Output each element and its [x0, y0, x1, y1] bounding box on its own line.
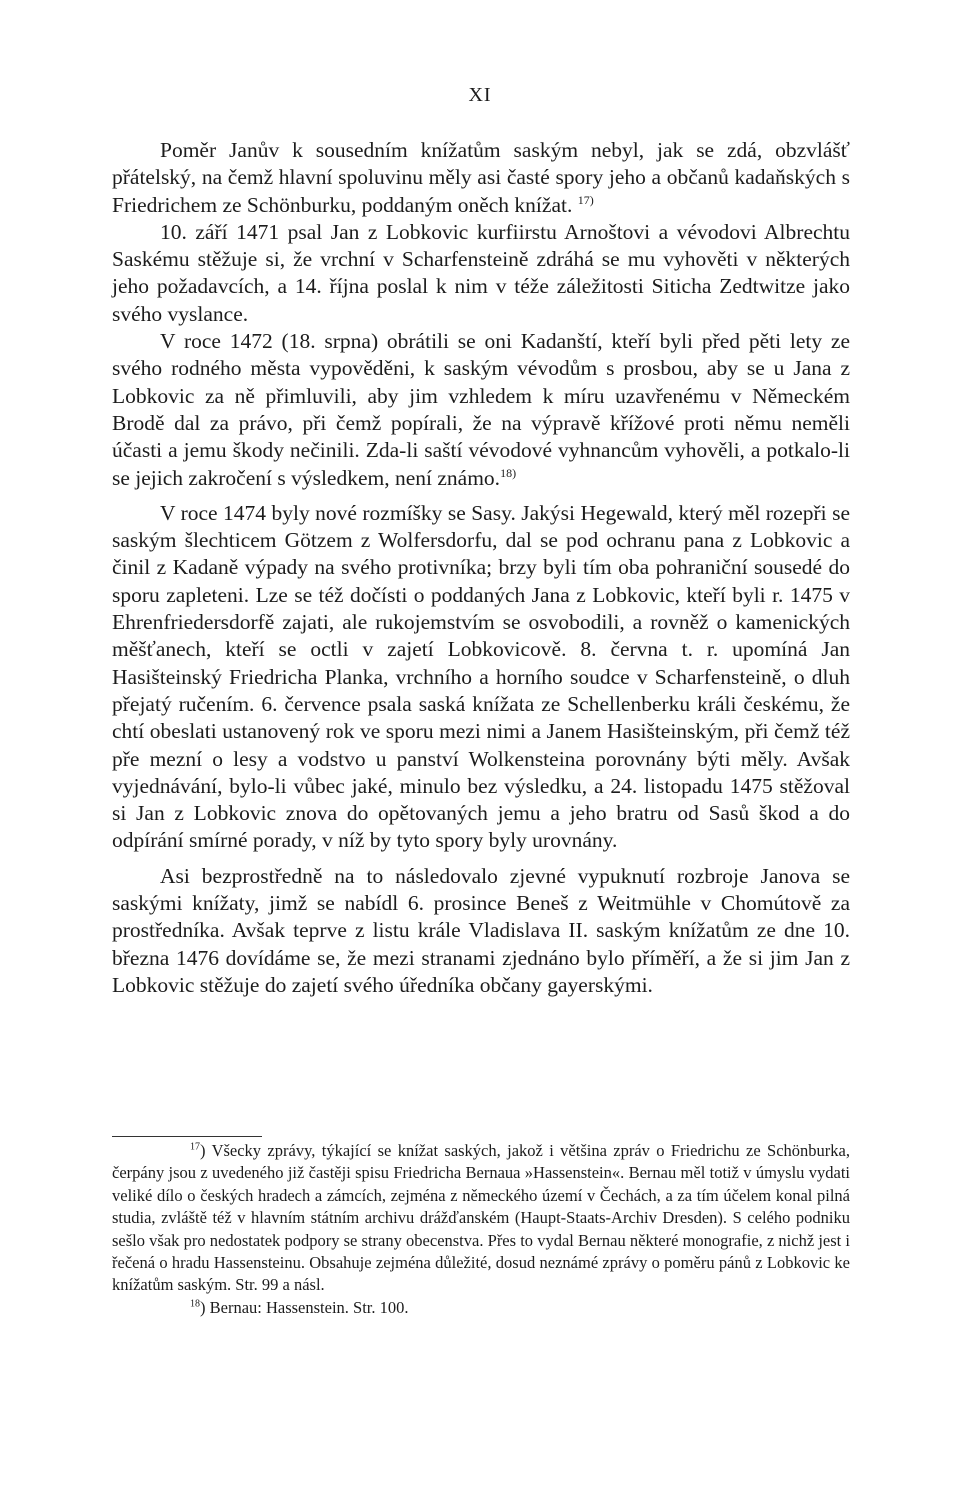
footnote-18: [112, 1297, 850, 1319]
paragraph-text: 10. září 1471 psal Jan z Lobkovic kurfiirstu Arnoštovi a vévodovi Albrechtu Saskému stěžuje si, že vrchní v Scharfensteině zdráhá se mu vyhověti v některých jeho požadavcích, a 14. října poslal k nim v téže záležitosti Siticha Zedtwitze jako svého vyslance.: [112, 219, 850, 326]
footnote-reference: 17): [577, 192, 594, 207]
paragraph-5: [112, 863, 850, 999]
paragraph-text: V roce 1472 (18. srpna) obrátili se oni Kadanští, kteří byli před pěti lety ze svého rodného města vypověděni, k saským vévodům s prosbou, aby se u Jana z Lobkovic za ně přimluvili, aby jim vzhledem k míru uzavřenému v Německém Brodě dal za právo, při čemž popírali, že na výpravě křížové proti němu neměli účasti a jemu škody nečinili. Zda-li saští vévodové vyhnancům vyhověli, a potkalo-li se jejich zakročení s výsledkem, není známo.: [112, 329, 850, 490]
footnote-reference: 18): [500, 465, 517, 480]
paragraph-1: [112, 137, 850, 219]
main-text: [112, 137, 850, 999]
footnote-mark: 18: [190, 1298, 200, 1310]
paragraph-text: Poměr Janův k sousedním knížatům saským nebyl, jak se zdá, obzvlášť přátelský, na čemž hlavní spoluvinu měly asi časté spory jeho a občanů kadaňských s Friedrichem ze Schönburku, poddaným oněch knížat.: [112, 138, 850, 217]
footnote-divider: [112, 1136, 262, 1137]
paragraph-text: V roce 1474 byly nové rozmíšky se Sasy. Jakýsi Hegewald, který měl rozepři se saským šlechticem Götzem z Wolfersdorfu, dal se pod ochranu pana z Lobkovic a činil z Kadaně výpady na svého protivníka; brzy byli tím oba pohraniční sousedé do sporu zapleteni. Lze se též dočísti o poddaných Jana z Lobkovic, kteří byli r. 1475 v Ehrenfriedersdorfě zajati, ale rukojemstvím se osvobodili, a rovněž o kamenických měšťanech, kteří se octli v zajetí Lobkovicově. 8. června t. r. upomíná Jan Hasišteinský Friedricha Planka, vrchního a horního soudce v Scharfensteině, o dluh přejatý ručením. 6. července psala saská knížata ze Schellenberku králi českému, že chtí obeslati ustanovený rok ve sporu mezi nimi a Janem Hasišteinským, při čemž též pře mezní o lesy a vodstvo u panství Wolkensteina porovnány býti měly. Avšak vyjednávání, bylo-li vůbec jaké, minulo bez výsledku, a 24. listopadu 1475 stěžoval si Jan z Lobkovic znova do opětovaných jemu a jeho bratru od Sasů škod a do odpírání smírné porady, v níž by tyto spory byly urovnány.: [112, 500, 850, 853]
paragraph-4: [112, 500, 850, 855]
footnote-text: ) Bernau: Hassenstein. Str. 100.: [200, 1297, 409, 1317]
footnote-17: [112, 1140, 850, 1297]
paragraph-2: [112, 219, 850, 328]
paragraph-text: Asi bezprostředně na to následovalo zjevné vypuknutí rozbroje Janova se saskými knížaty, jimž se nabídl 6. prosince Beneš z Weitmühle v Chomútově za prostředníka. Avšak teprve z listu krále Vladislava II. saským knížatům ze dne 10. března 1476 dovídáme se, že mezi stranami zjednáno bylo příměří, a že si jim Jan z Lobkovic stěžuje do zajetí svého úředníka občany gayerskými.: [112, 863, 850, 997]
footnote-text: ) Všecky zprávy, týkající se knížat saských, jakož i většina zpráv o Friedrichu ze Schönburka, čerpány jsou z uvedeného již častěji spisu Friedricha Bernaua »Hassenstein«. Bernau měl totiž v úmyslu vydati veliké dílo o českých hradech a zámcích, zejména z německého území v Čechách, a za tím účelem konal pilná studia, zvláště též v hlavním státním archivu drážďanském (Haupt-Staats-Archiv Dresden). S celého podniku sešlo však pro nedostatek podpory se strany obecenstva. Přes to vydal Bernau některé monografie, z nichž jest i řečená o hradu Hassensteinu. Obsahuje zejména důležité, dosud neznámé zprávy o poměru pánů z Lobkovic ke knížatům saským. Str. 99 a násl.: [112, 1141, 850, 1295]
footnote-mark: 17: [190, 1141, 200, 1153]
paragraph-3: [112, 328, 850, 492]
page-number: XI: [468, 84, 492, 106]
footnotes: [112, 1140, 850, 1319]
